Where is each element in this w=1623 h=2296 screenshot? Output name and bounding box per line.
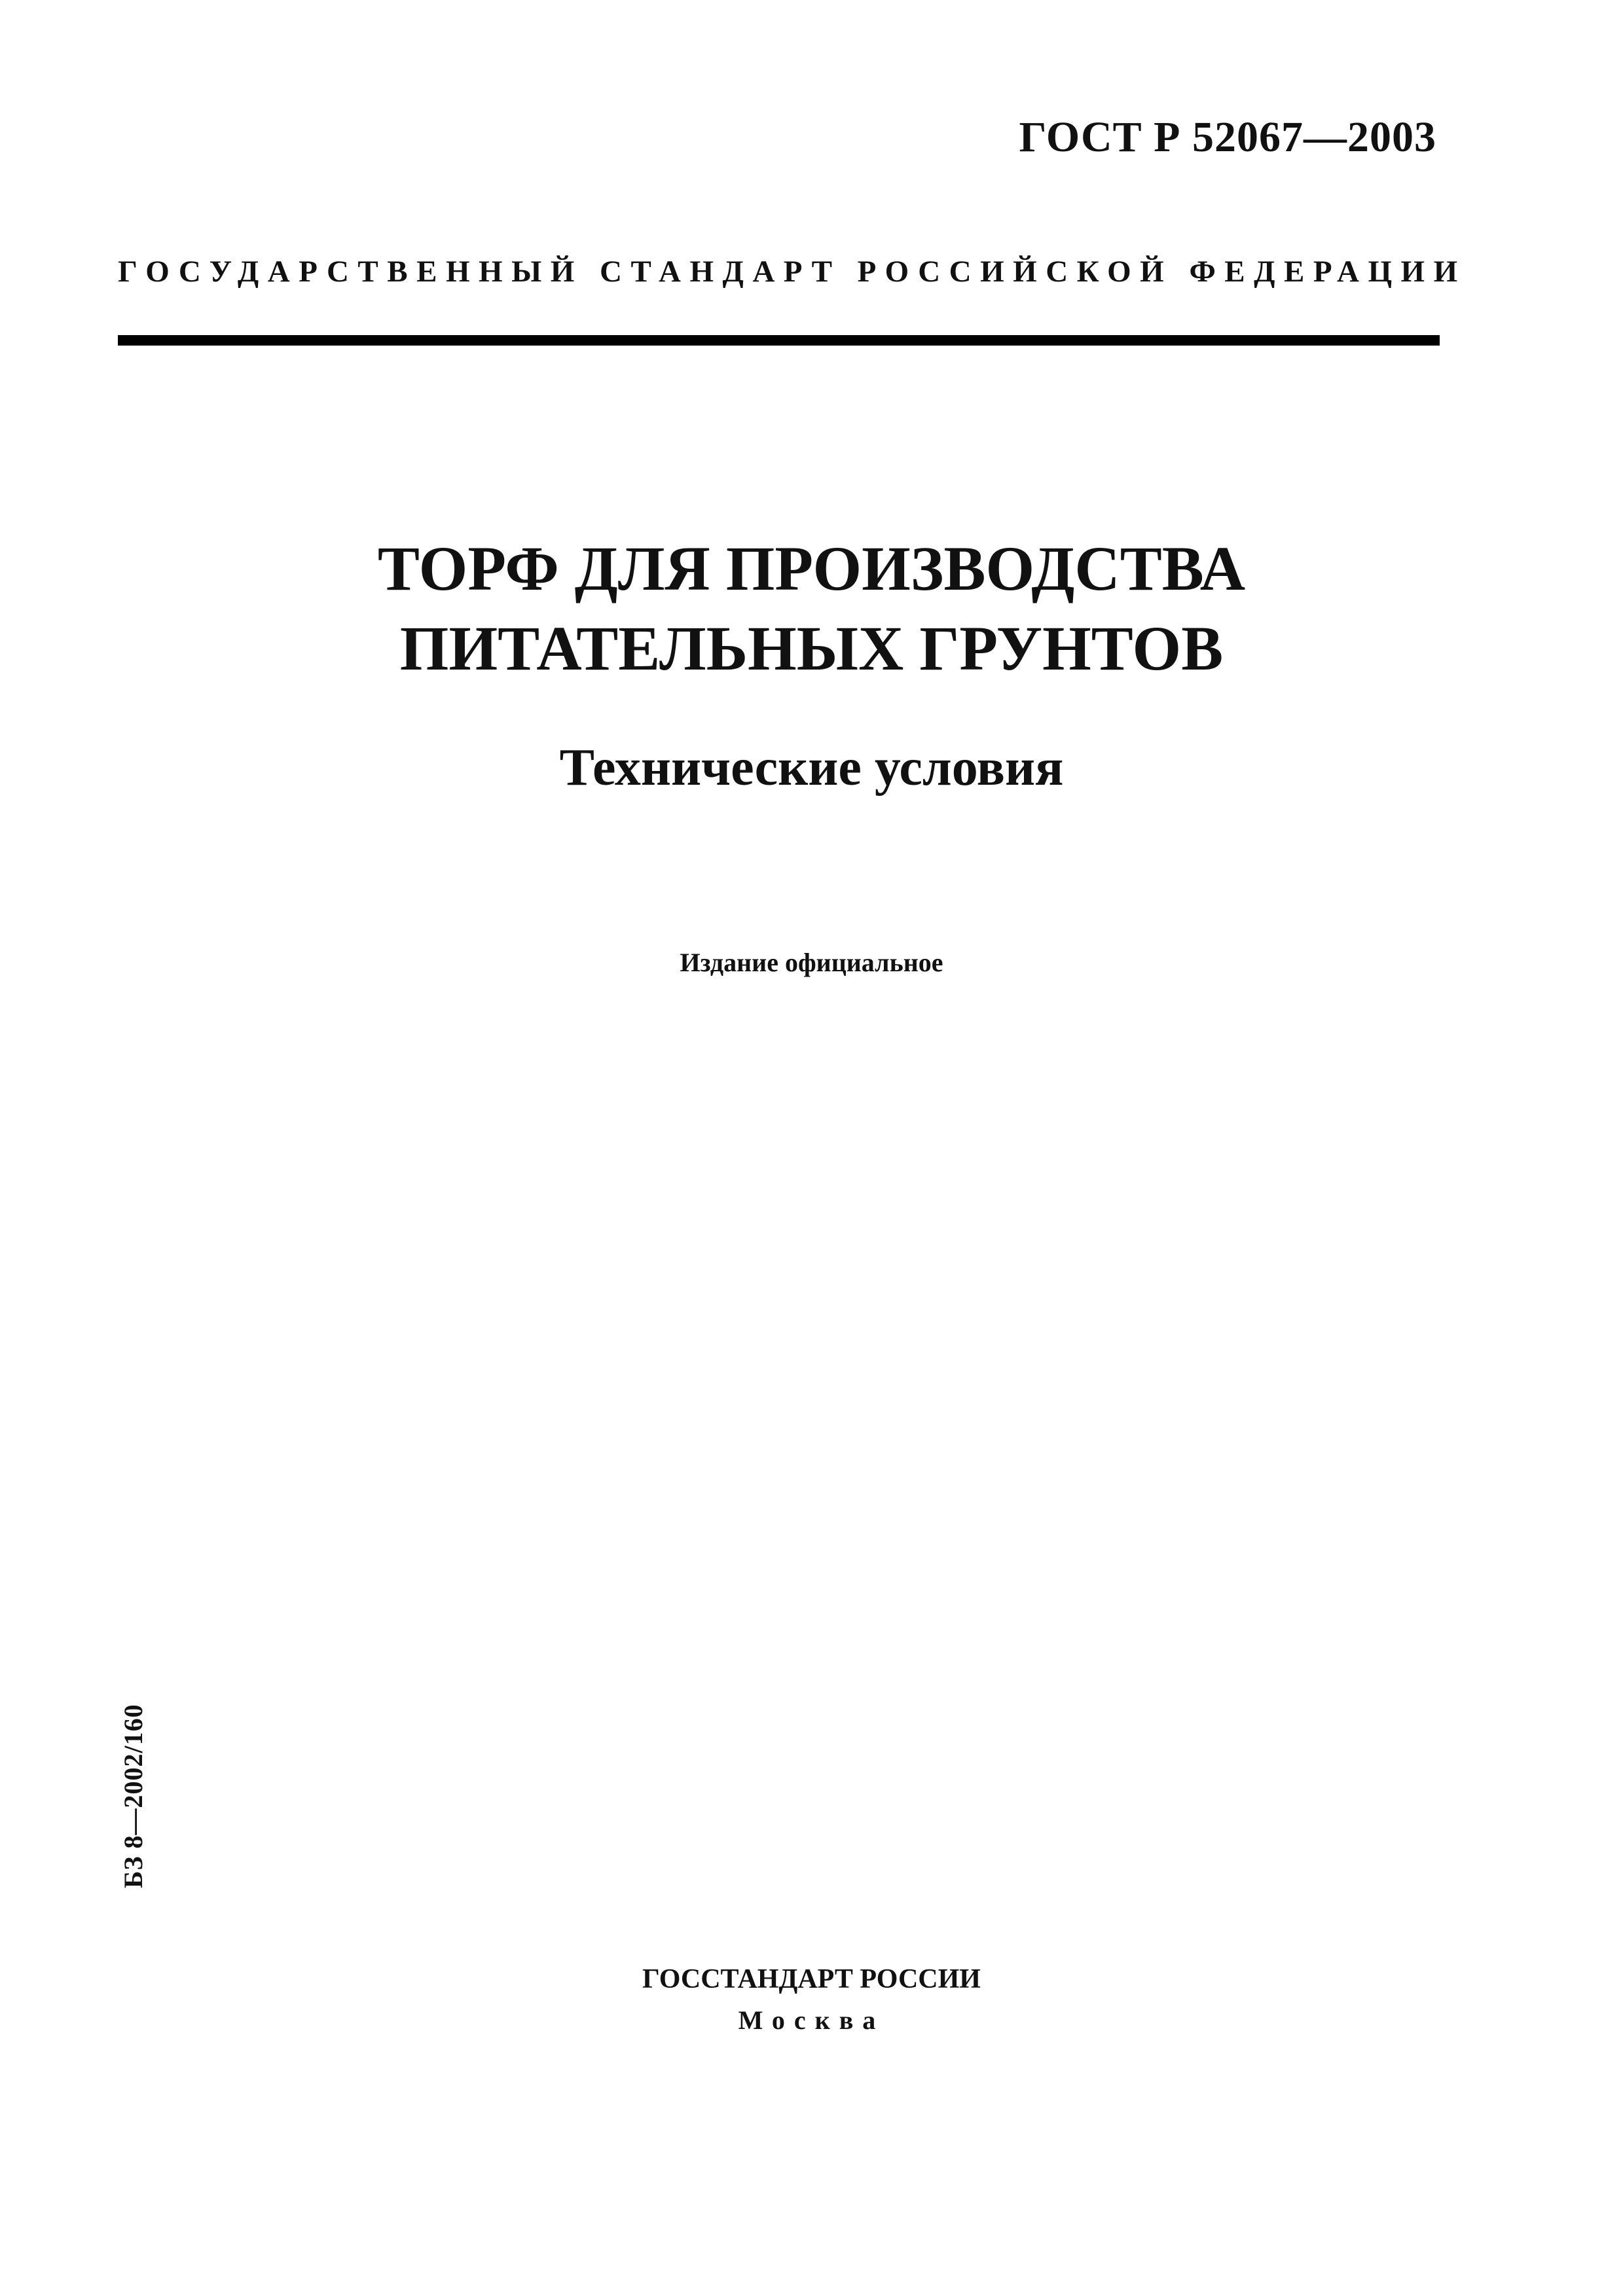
title-line-1: ТОРФ ДЛЯ ПРОИЗВОДСТВА xyxy=(377,533,1246,603)
publisher-city: Москва xyxy=(738,2005,885,2035)
state-standard-heading: ГОСУДАРСТВЕННЫЙ СТАНДАРТ РОССИЙСКОЙ ФЕДЕРАЦИИ xyxy=(118,255,1467,289)
edition-label: Издание официальное xyxy=(680,948,943,977)
title-line-2: ПИТАТЕЛЬНЫХ ГРУНТОВ xyxy=(399,613,1224,683)
side-catalog-code: БЗ 8—2002/160 xyxy=(119,1704,148,1888)
document-title xyxy=(0,529,1623,689)
header-divider xyxy=(118,335,1440,346)
document-number: ГОСТ Р 52067—2003 xyxy=(1019,113,1436,161)
publisher-name: ГОССТАНДАРТ РОССИИ xyxy=(642,1964,981,1994)
document-subtitle: Технические условия xyxy=(559,739,1064,797)
